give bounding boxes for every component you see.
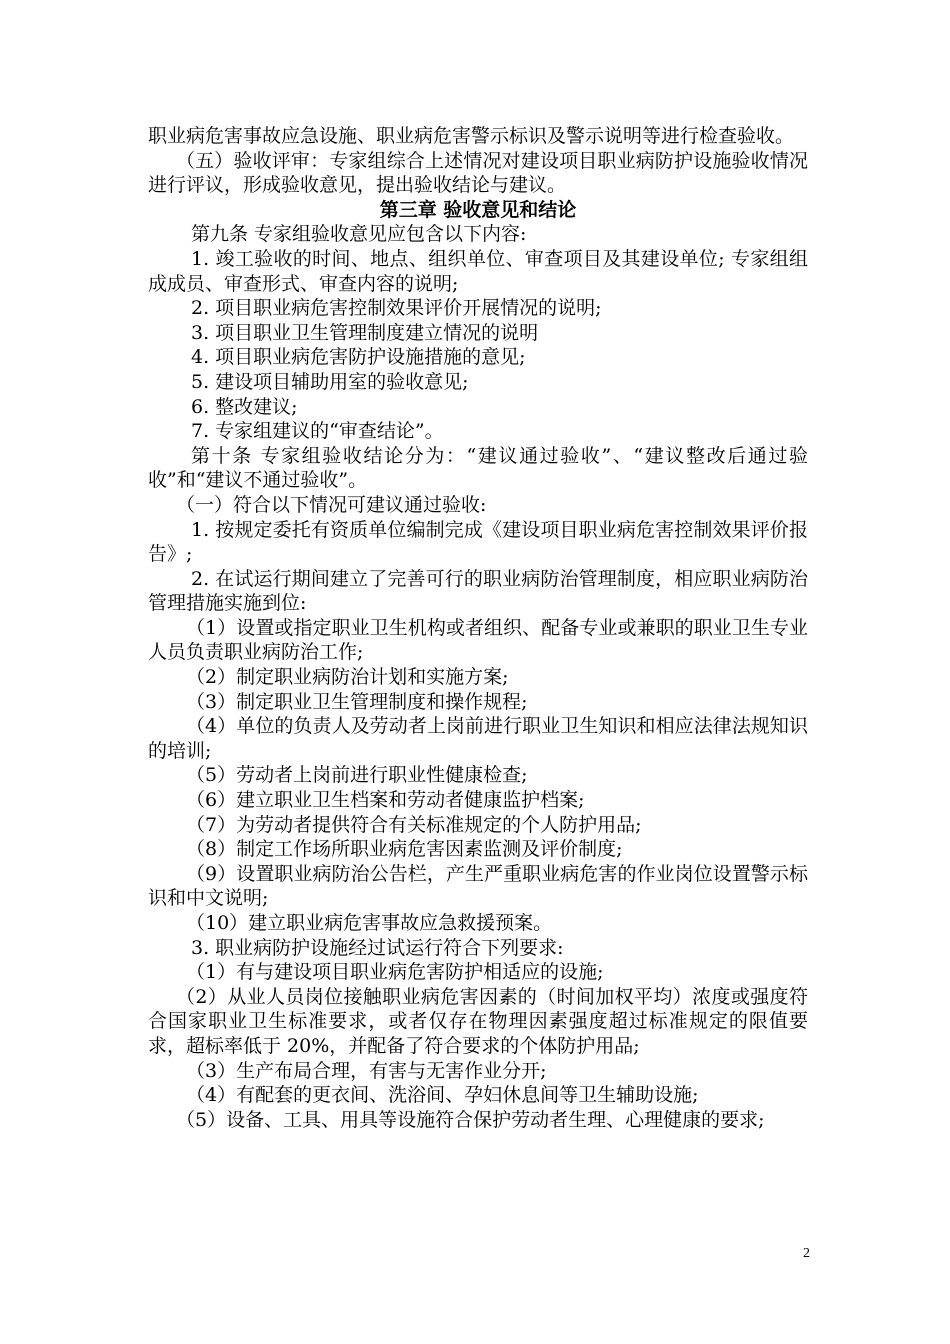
paragraph: （1）设置或指定职业卫生机构或者组织、配备专业或兼职的职业卫生专业人员负责职业病防治工作;	[148, 616, 808, 664]
paragraph: 2. 在试运行期间建立了完善可行的职业病防治管理制度，相应职业病防治管理措施实施到位:	[148, 567, 808, 615]
paragraph: 4. 项目职业病危害防护设施措施的意见;	[191, 346, 526, 369]
paragraph: （5）劳动者上岗前进行职业性健康检查;	[186, 764, 528, 787]
paragraph: （3）生产布局合理，有害与无害作业分开;	[186, 1059, 547, 1082]
paragraph: 6. 整改建议;	[191, 395, 298, 418]
paragraph: （五）验收评审：专家组综合上述情况对建设项目职业病防护设施验收情况进行评议，形成验收意见，提出验收结论与建议。	[148, 149, 808, 197]
paragraph: 1. 竣工验收的时间、地点、组织单位、审查项目及其建设单位; 专家组组成成员、审查形式、审查内容的说明;	[148, 247, 808, 295]
paragraph: （7）为劳动者提供符合有关标准规定的个人防护用品;	[186, 813, 642, 836]
page-number: 2	[803, 1246, 810, 1261]
paragraph: 2. 项目职业病危害控制效果评价开展情况的说明;	[191, 297, 602, 320]
paragraph: （4）单位的负责人及劳动者上岗前进行职业卫生知识和相应法律法规知识的培训;	[148, 715, 808, 762]
paragraph: （1）有与建设项目职业病危害防护相适应的设施;	[186, 961, 604, 984]
paragraph: 7. 专家组建议的“审查结论”。	[191, 420, 444, 443]
paragraph: （3）制定职业卫生管理制度和操作规程;	[186, 690, 528, 713]
paragraph: 职业病危害事故应急设施、职业病危害警示标识及警示说明等进行检查验收。	[148, 125, 795, 147]
paragraph: 1. 按规定委托有资质单位编制完成《建设项目职业病危害控制效果评价报告》;	[148, 518, 808, 566]
paragraph: （6）建立职业卫生档案和劳动者健康监护档案;	[186, 789, 585, 812]
document-body	[148, 124, 808, 1132]
paragraph: （2）从业人员岗位接触职业病危害因素的（时间加权平均）浓度或强度符合国家职业卫生标准要求，或者仅存在物理因素强度超过标准规定的限值要求，超标率低于 20%，并配备了符合要求的个体防护用品;	[148, 985, 808, 1057]
paragraph: （一）符合以下情况可建议通过验收:	[176, 493, 487, 516]
paragraph: 5. 建设项目辅助用室的验收意见;	[191, 370, 469, 393]
paragraph: 3. 职业病防护设施经过试运行符合下列要求:	[191, 936, 564, 959]
paragraph: 3. 项目职业卫生管理制度建立情况的说明	[191, 321, 539, 344]
paragraph: （10）建立职业病危害事故应急救援预案。	[186, 912, 553, 934]
paragraph: （4）有配套的更衣间、洗浴间、孕妇休息间等卫生辅助设施;	[186, 1084, 699, 1107]
paragraph: 第十条 专家组验收结论分为：“建议通过验收”、“建议整改后通过验收”和“建议不通过验收”。	[148, 444, 808, 492]
paragraph: 第九条 专家组验收意见应包含以下内容:	[191, 223, 527, 246]
paragraph: （8）制定工作场所职业病危害因素监测及评价制度;	[186, 838, 623, 861]
paragraph: （2）制定职业病防治计划和实施方案;	[186, 666, 509, 689]
chapter-heading: 第三章 验收意见和结论	[379, 198, 577, 221]
paragraph: （5）设备、工具、用具等设施符合保护劳动者生理、心理健康的要求;	[176, 1108, 765, 1131]
paragraph: （9）设置职业病防治公告栏，产生严重职业病危害的作业岗位设置警示标识和中文说明;	[148, 862, 808, 910]
